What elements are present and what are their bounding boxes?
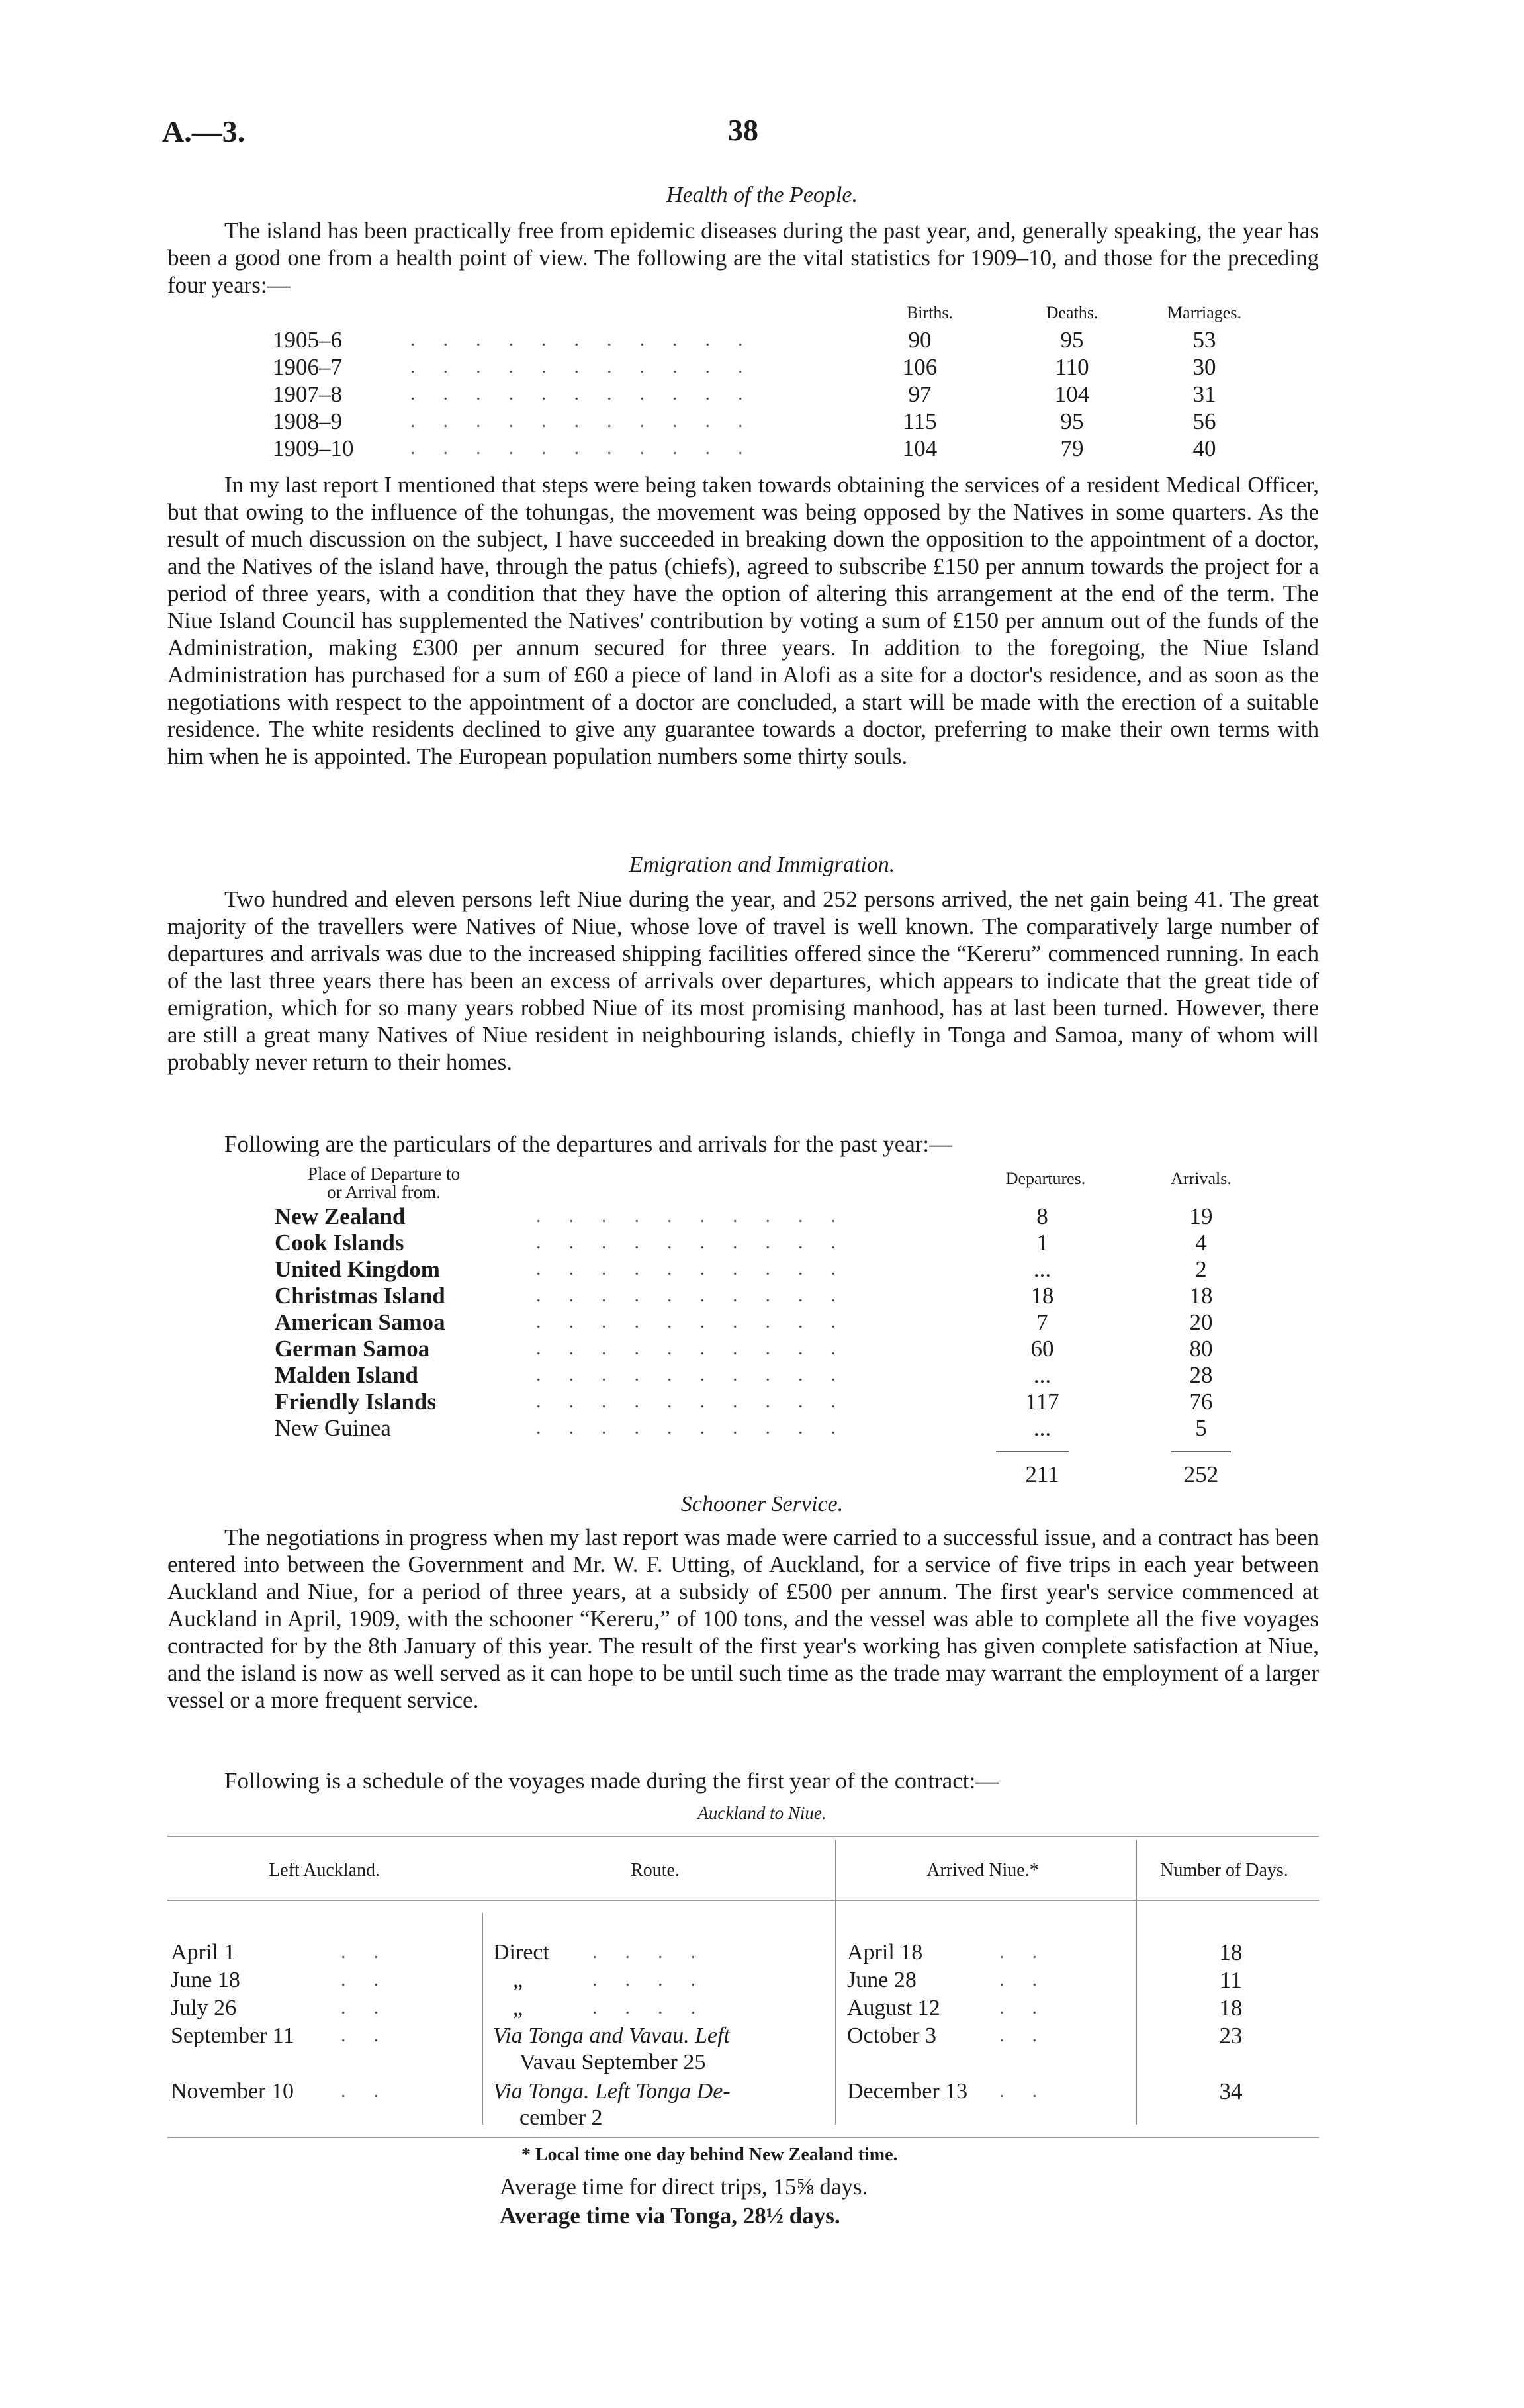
voyage-route: Direct bbox=[493, 1940, 549, 1965]
voyage-route: „ bbox=[513, 1996, 523, 2020]
average-via-tonga: Average time via Tonga, 28½ days. bbox=[500, 2203, 840, 2229]
voyage-route: Via Tonga. Left Tonga De- bbox=[493, 2079, 731, 2104]
voyage-arrived-date: June 28 bbox=[847, 1968, 917, 1992]
voyage-arrived-date: December 13 bbox=[847, 2079, 968, 2104]
column-divider bbox=[835, 1840, 836, 2125]
leader-dots: .......... bbox=[536, 1364, 864, 1385]
voyage-days: 18 bbox=[1219, 1939, 1243, 1965]
stat-year: 1908–9 bbox=[273, 408, 342, 434]
col-number-of-days: Number of Days. bbox=[1160, 1860, 1288, 1880]
departures-value: 18 bbox=[1030, 1283, 1054, 1309]
table-top-rule bbox=[167, 1836, 1319, 1837]
leader-dots: ........... bbox=[410, 410, 771, 432]
arrivals-value: 28 bbox=[1189, 1362, 1213, 1388]
place-name: Cook Islands bbox=[275, 1230, 404, 1256]
place-name: United Kingdom bbox=[275, 1256, 440, 1282]
arrivals-value: 76 bbox=[1189, 1389, 1213, 1414]
stat-year: 1906–7 bbox=[273, 354, 342, 380]
place-name: Malden Island bbox=[275, 1362, 418, 1388]
departures-value: ... bbox=[1033, 1415, 1052, 1441]
report-reference: A.—3. bbox=[162, 115, 246, 148]
leader-dots: .. bbox=[341, 1968, 406, 1990]
arrivals-value: 18 bbox=[1189, 1283, 1213, 1309]
leader-dots: ........... bbox=[410, 437, 771, 459]
health-intro-paragraph: The island has been practically free from epidemic diseases during the past year, and, generally speaking, the year has been a good one from a health point of view. The following are the vital statistics for 1909–10, and those for the preceding four years:— bbox=[167, 218, 1319, 298]
col-births: Births. bbox=[906, 303, 954, 322]
stat-year: 1905–6 bbox=[273, 327, 342, 353]
place-name: American Samoa bbox=[275, 1309, 445, 1335]
voyage-left-date: July 26 bbox=[171, 1996, 237, 2020]
column-divider bbox=[482, 1913, 483, 2125]
average-direct: Average time for direct trips, 15⅝ days. bbox=[500, 2174, 868, 2200]
leader-dots: .. bbox=[341, 2080, 406, 2102]
header-rule bbox=[167, 1900, 1319, 1901]
voyage-days: 23 bbox=[1219, 2023, 1243, 2049]
particulars-intro: Following are the particulars of the departures and arrivals for the past year:— bbox=[224, 1131, 953, 1157]
leader-dots: ........... bbox=[410, 383, 771, 404]
stat-deaths: 104 bbox=[1054, 381, 1090, 407]
departures-value: 7 bbox=[1036, 1309, 1048, 1335]
departures-value: 60 bbox=[1030, 1336, 1054, 1362]
leader-dots: .... bbox=[592, 1996, 723, 2018]
stat-deaths: 95 bbox=[1060, 327, 1084, 353]
arrivals-value: 19 bbox=[1189, 1203, 1213, 1229]
leader-dots: .......... bbox=[536, 1231, 864, 1253]
departures-value: 1 bbox=[1036, 1230, 1048, 1256]
voyage-left-date: September 11 bbox=[171, 2023, 294, 2048]
leader-dots: ........... bbox=[410, 328, 771, 350]
voyage-arrived-date: October 3 bbox=[847, 2023, 937, 2048]
stat-births: 104 bbox=[902, 436, 938, 461]
total-arrivals: 252 bbox=[1183, 1461, 1219, 1487]
col-marriages: Marriages. bbox=[1167, 303, 1241, 322]
voyage-route: „ bbox=[513, 1968, 523, 1992]
leader-dots: .......... bbox=[536, 1205, 864, 1227]
voyage-left-date: April 1 bbox=[171, 1940, 236, 1965]
stat-births: 115 bbox=[903, 408, 937, 434]
leader-dots: .......... bbox=[536, 1390, 864, 1412]
stat-marriages: 40 bbox=[1192, 436, 1216, 461]
emigration-paragraph: Two hundred and eleven persons left Niue during the year, and 252 persons arrived, the net gain being 41. The great majority of the travellers were Natives of Niue, whose love of travel is well known. The comparatively large number of departures and arrivals was due to the increased shipping facilities offered since the “Kereru” commenced running. In each of the last three years there has been an excess of arrivals over departures, which appears to indicate that the great tide of emigration, which for so many years robbed Niue of its most promising manhood, has at last been turned. However, there are still a great many Natives of Niue resident in neighbouring islands, chiefly in Tonga and Samoa, many of whom will probably never return to their homes. bbox=[167, 886, 1319, 1075]
arrivals-value: 20 bbox=[1189, 1309, 1213, 1335]
stat-year: 1909–10 bbox=[273, 436, 354, 461]
leader-dots: .. bbox=[999, 2080, 1065, 2102]
stat-deaths: 79 bbox=[1060, 436, 1084, 461]
medical-officer-paragraph: In my last report I mentioned that steps were being taken towards obtaining the services of a resident Medical Officer, but that owing to the influence of the tohungas, the movement was being opposed by the Natives in some quarters. As the result of much discussion on the subject, I have succeeded in breaking down the opposition to the appointment of a doctor, and the Natives of the island have, through the patus (chiefs), agreed to subscribe £150 per annum towards the project for a period of three years, with a condition that they have the option of altering this arrangement at the end of the term. The Niue Island Council has supplemented the Natives' contribution by voting a sum of £150 per annum out of the funds of the Administration, making £300 per annum secured for three years. In addition to the foregoing, the Niue Island Administration has purchased for a sum of £60 a piece of land in Alofi as a site for a doctor's residence, and as soon as the negotiations with respect to the appointment of a doctor are concluded, a start will be made with the erection of a suitable residence. The white residents declined to give any guarantee towards a doctor, preferring to make their own terms with him when he is appointed. The European population numbers some thirty souls. bbox=[167, 472, 1319, 769]
departures-value: 117 bbox=[1025, 1389, 1059, 1414]
schooner-paragraph: The negotiations in progress when my last report was made were carried to a successful issue, and a contract has been entered into between the Government and Mr. W. F. Utting, of Auckland, for a service of five trips in each year between Auckland and Niue, for a period of three years, at a subsidy of £500 per annum. The first year's service commenced at Auckland in April, 1909, with the schooner “Kereru,” of 100 tons, and the vessel was able to complete all the five voyages contracted for by the 8th January of this year. The result of the first year's working has given complete satisfaction at Niue, and the island is now as well served as it can hope to be until such time as the trade may warrant the employment of a larger vessel or a more frequent service. bbox=[167, 1524, 1319, 1713]
section-title-schooner: Schooner Service. bbox=[680, 1492, 844, 1516]
page-number: 38 bbox=[728, 113, 758, 147]
voyage-days: 11 bbox=[1220, 1967, 1242, 1993]
total-rule-arrivals bbox=[1171, 1451, 1231, 1452]
total-departures: 211 bbox=[1025, 1461, 1059, 1487]
leader-dots: .......... bbox=[536, 1284, 864, 1306]
schedule-table-title: Auckland to Niue. bbox=[697, 1803, 827, 1823]
leader-dots: .. bbox=[341, 2024, 406, 2046]
footnote: * Local time one day behind New Zealand time. bbox=[521, 2145, 898, 2165]
stat-marriages: 56 bbox=[1192, 408, 1216, 434]
leader-dots: ........... bbox=[410, 355, 771, 377]
leader-dots: .. bbox=[341, 1941, 406, 1963]
voyage-route: Via Tonga and Vavau. Left bbox=[493, 2023, 730, 2048]
col-departures: Departures. bbox=[1005, 1169, 1086, 1188]
voyage-days: 18 bbox=[1219, 1995, 1243, 2021]
col-route: Route. bbox=[631, 1860, 680, 1880]
voyage-route-continued: cember 2 bbox=[519, 2106, 603, 2130]
col-arrived-niue: Arrived Niue.* bbox=[926, 1860, 1039, 1880]
stat-births: 97 bbox=[908, 381, 932, 407]
section-title-emigration: Emigration and Immigration. bbox=[629, 853, 895, 877]
leader-dots: .......... bbox=[536, 1337, 864, 1359]
column-divider bbox=[1136, 1840, 1137, 2125]
place-header-line1: Place of Departure to bbox=[307, 1164, 461, 1183]
stat-deaths: 110 bbox=[1055, 354, 1089, 380]
place-header-line2: or Arrival from. bbox=[327, 1182, 441, 1202]
stat-marriages: 31 bbox=[1192, 381, 1216, 407]
arrivals-value: 80 bbox=[1189, 1336, 1213, 1362]
arrivals-value: 2 bbox=[1195, 1256, 1207, 1282]
voyage-days: 34 bbox=[1219, 2078, 1243, 2104]
leader-dots: .. bbox=[999, 1996, 1065, 2018]
col-left-auckland: Left Auckland. bbox=[269, 1860, 380, 1880]
leader-dots: .......... bbox=[536, 1258, 864, 1279]
stat-year: 1907–8 bbox=[273, 381, 342, 407]
arrivals-value: 4 bbox=[1195, 1230, 1207, 1256]
leader-dots: .......... bbox=[536, 1311, 864, 1332]
place-name: New Guinea bbox=[275, 1415, 391, 1441]
departures-value: 8 bbox=[1036, 1203, 1048, 1229]
leader-dots: .... bbox=[592, 1941, 723, 1963]
leader-dots: .. bbox=[341, 1996, 406, 2018]
leader-dots: .. bbox=[999, 2024, 1065, 2046]
leader-dots: .. bbox=[999, 1968, 1065, 1990]
section-title-health: Health of the People. bbox=[666, 183, 858, 207]
schedule-intro: Following is a schedule of the voyages made during the first year of the contract:— bbox=[224, 1768, 999, 1794]
place-name: New Zealand bbox=[275, 1203, 406, 1229]
leader-dots: .......... bbox=[536, 1416, 864, 1438]
voyage-arrived-date: April 18 bbox=[847, 1940, 923, 1965]
table-bottom-rule bbox=[167, 2137, 1319, 2138]
place-name: Christmas Island bbox=[275, 1283, 445, 1309]
col-arrivals: Arrivals. bbox=[1171, 1169, 1232, 1188]
voyage-arrived-date: August 12 bbox=[847, 1996, 940, 2020]
stat-deaths: 95 bbox=[1060, 408, 1084, 434]
voyage-left-date: June 18 bbox=[171, 1968, 240, 1992]
departures-value: ... bbox=[1033, 1362, 1052, 1388]
place-name: German Samoa bbox=[275, 1336, 430, 1362]
stat-births: 90 bbox=[908, 327, 932, 353]
stat-births: 106 bbox=[902, 354, 938, 380]
stat-marriages: 53 bbox=[1192, 327, 1216, 353]
voyage-route-continued: Vavau September 25 bbox=[519, 2050, 706, 2074]
stat-marriages: 30 bbox=[1192, 354, 1216, 380]
voyage-left-date: November 10 bbox=[171, 2079, 294, 2104]
total-rule-departures bbox=[996, 1451, 1069, 1452]
leader-dots: .... bbox=[592, 1968, 723, 1990]
col-deaths: Deaths. bbox=[1046, 303, 1098, 322]
arrivals-value: 5 bbox=[1195, 1415, 1207, 1441]
departures-value: ... bbox=[1033, 1256, 1052, 1282]
place-name: Friendly Islands bbox=[275, 1389, 437, 1414]
leader-dots: .. bbox=[999, 1941, 1065, 1963]
